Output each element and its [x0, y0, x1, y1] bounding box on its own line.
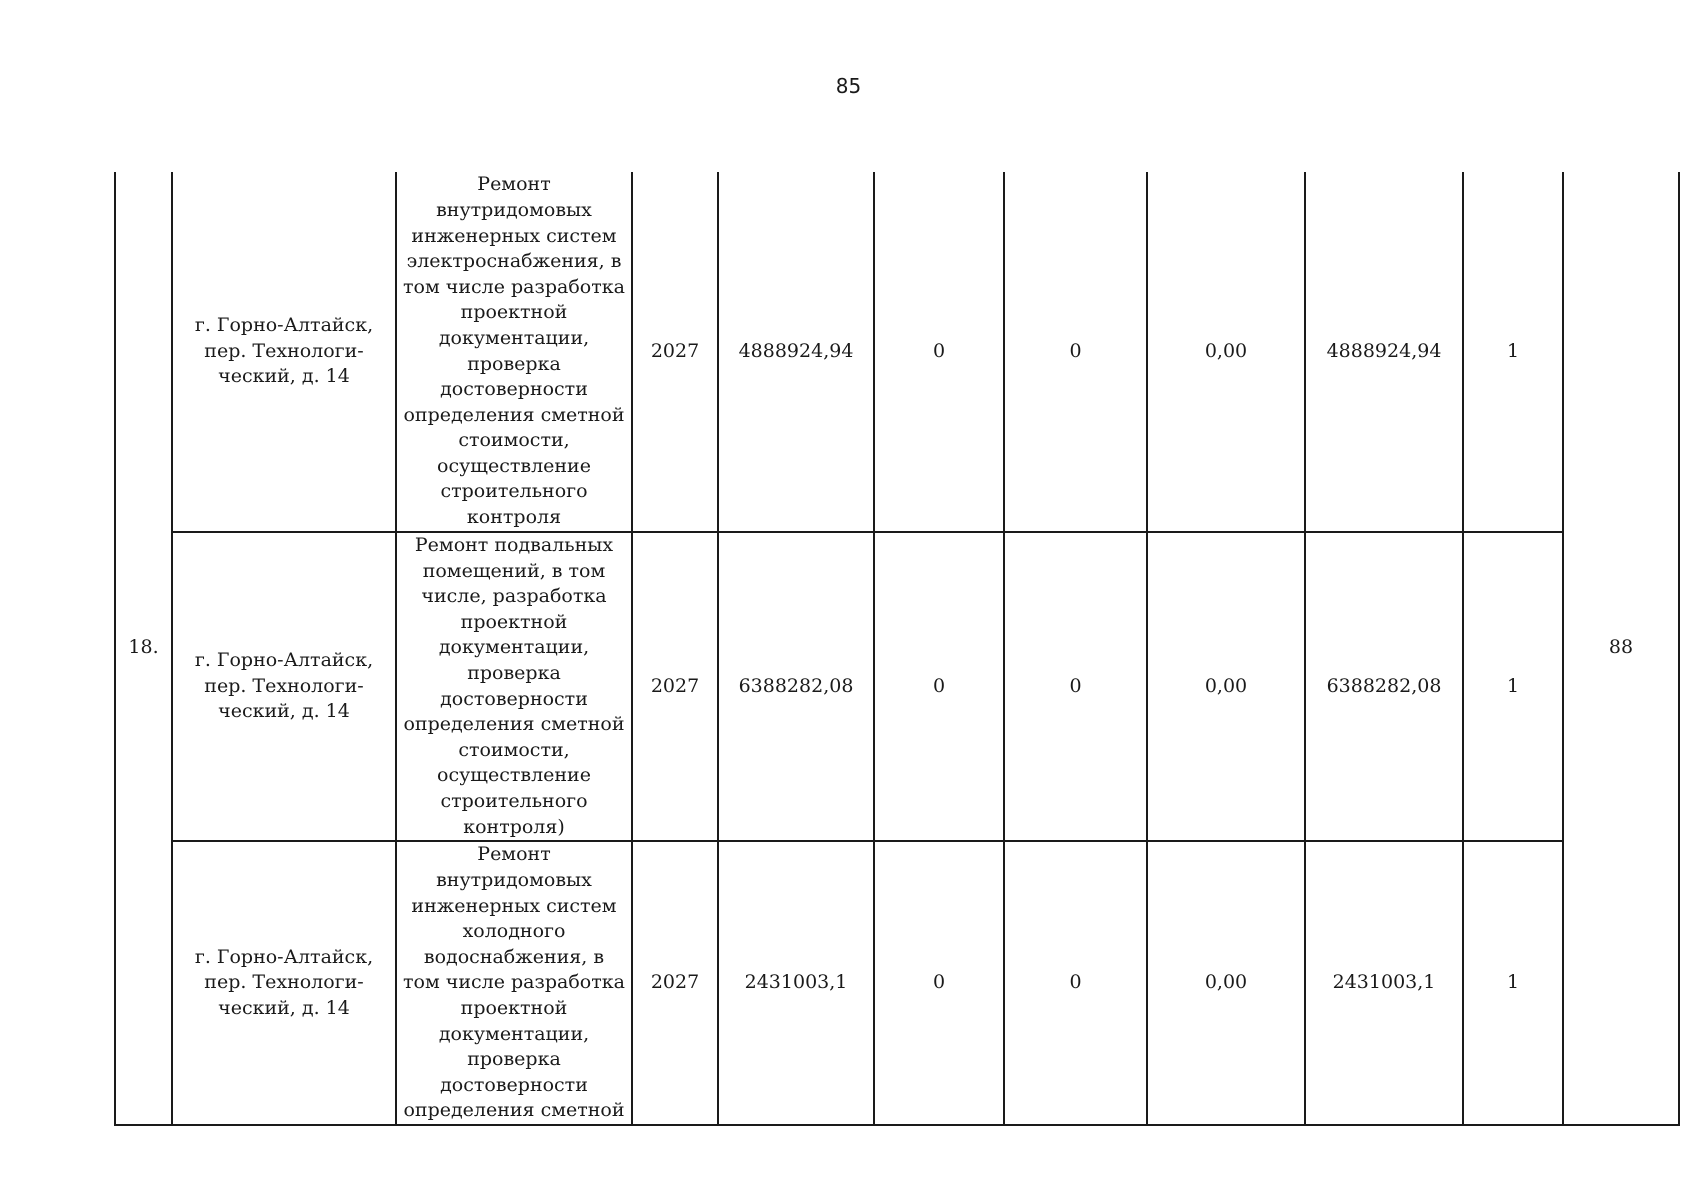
- fund-3-cell: 0,00: [1147, 841, 1305, 1125]
- year-cell: 2027: [632, 532, 718, 841]
- work-type-cell: Ремонт внутридомовых инженерных систем холодного водоснабжения, в том числе разработка проектной документации, проверка достоверности определения сметной: [396, 841, 632, 1125]
- fund-2-cell: 0: [1004, 841, 1147, 1125]
- year-cell: 2027: [632, 172, 718, 532]
- fund-1-cell: 0: [874, 172, 1004, 532]
- table-row: [115, 841, 1679, 1125]
- fund-2-cell: 0: [1004, 172, 1147, 532]
- address-cell: г. Горно-Алтайск, пер. Технологи-ческий, д. 14: [172, 532, 396, 841]
- fund-4-cell: 6388282,08: [1305, 532, 1463, 841]
- address-cell: г. Горно-Алтайск, пер. Технологи-ческий, д. 14: [172, 172, 396, 532]
- fund-1-cell: 0: [874, 841, 1004, 1125]
- count-cell: 1: [1463, 532, 1563, 841]
- fund-4-cell: 4888924,94: [1305, 172, 1463, 532]
- fund-3-cell: 0,00: [1147, 532, 1305, 841]
- address-cell: г. Горно-Алтайск, пер. Технологи-ческий, д. 14: [172, 841, 396, 1125]
- fund-2-cell: 0: [1004, 532, 1147, 841]
- cost-total-cell: 4888924,94: [718, 172, 874, 532]
- year-cell: 2027: [632, 841, 718, 1125]
- fund-4-cell: 2431003,1: [1305, 841, 1463, 1125]
- group-number-cell: 18.: [115, 172, 172, 1125]
- count-cell: 1: [1463, 172, 1563, 532]
- group-total-cell: 88: [1563, 172, 1679, 1125]
- fund-1-cell: 0: [874, 532, 1004, 841]
- cost-total-cell: 2431003,1: [718, 841, 874, 1125]
- fund-3-cell: 0,00: [1147, 172, 1305, 532]
- table-row: [115, 172, 1679, 532]
- count-cell: 1: [1463, 841, 1563, 1125]
- cost-total-cell: 6388282,08: [718, 532, 874, 841]
- table-row: [115, 532, 1679, 841]
- work-type-cell: Ремонт подвальных помещений, в том числе, разработка проектной документации, проверка достоверности определения сметной стоимости, осуществление строительного контроля): [396, 532, 632, 841]
- repair-program-table: [114, 172, 1680, 1126]
- page-number: 85: [835, 74, 862, 98]
- work-type-cell: Ремонт внутридомовых инженерных систем электроснабжения, в том числе разработка проектной документации, проверка достоверности определения сметной стоимости, осуществление строительного контроля: [396, 172, 632, 532]
